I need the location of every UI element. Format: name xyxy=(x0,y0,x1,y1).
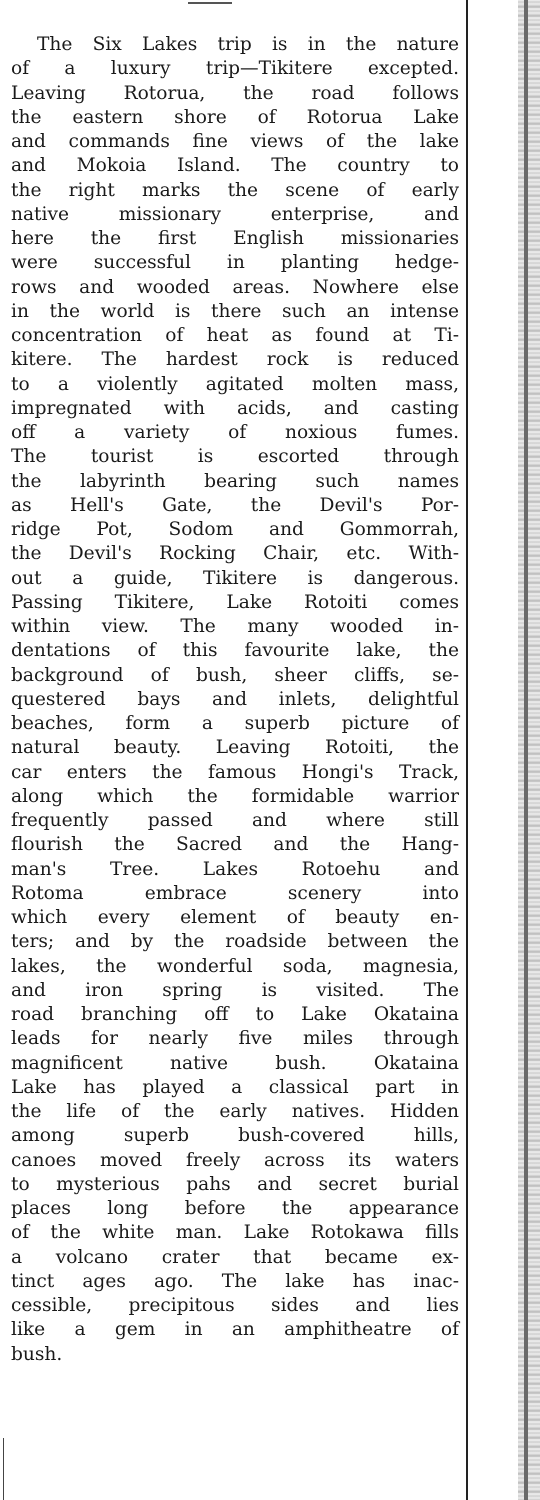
article-line: native missionary enterprise, and xyxy=(11,203,459,225)
article-line: man's Tree. Lakes Rotoehu and xyxy=(11,858,459,880)
article-line: within view. The many wooded in- xyxy=(11,616,459,637)
article-line: among superb bush-covered hills, xyxy=(11,1125,459,1147)
left-margin-rule xyxy=(3,1438,4,1500)
article-line: of a luxury trip—Tikitere excepted. xyxy=(11,58,459,80)
article-line: Lake has played a classical part in xyxy=(11,1076,459,1098)
article-line: the eastern shore of Rotorua Lake xyxy=(11,106,459,128)
article-line: flourish the Sacred and the Hang- xyxy=(11,834,459,856)
article-line: ridge Pot, Sodom and Gommorrah, xyxy=(11,519,459,540)
article-line: Passing Tikitere, Lake Rotoiti comes xyxy=(11,591,459,613)
article-line: car enters the famous Hongi's Track, xyxy=(11,761,459,783)
article-line: were successful in planting hedge- xyxy=(11,252,459,274)
article-line: and commands fine views of the lake xyxy=(11,131,459,152)
article-line: the Devil's Rocking Chair, etc. With- xyxy=(11,543,459,565)
article-line: The tourist is escorted through xyxy=(11,446,459,468)
adjacent-column-edge-dark xyxy=(524,0,528,1500)
article-line: and iron spring is visited. The xyxy=(11,979,459,1001)
article-line: the life of the early natives. Hidden xyxy=(11,1101,459,1122)
article-line: in the world is there such an intense xyxy=(11,300,459,322)
article-line: Rotoma embrace scenery into xyxy=(11,882,459,904)
article-line: leads for nearly five miles through xyxy=(11,1028,459,1050)
article-line: off a variety of noxious fumes. xyxy=(11,422,459,443)
article-line: of the white man. Lake Rotokawa fills xyxy=(11,1222,459,1244)
article-line: rows and wooded areas. Nowhere else xyxy=(11,276,459,298)
article-line: canoes moved freely across its waters xyxy=(11,1149,459,1171)
article-line: here the first English missionaries xyxy=(11,228,459,249)
article-line: Leaving Rotorua, the road follows xyxy=(11,82,459,104)
article-line: dentations of this favourite lake, the xyxy=(11,640,459,662)
column-rule xyxy=(466,0,468,1500)
article-line: out a guide, Tikitere is dangerous. xyxy=(11,567,459,589)
article-line: beaches, form a superb picture of xyxy=(11,713,459,734)
article-line: the labyrinth bearing such names xyxy=(11,470,459,492)
article-line: frequently passed and where still xyxy=(11,810,459,831)
article-line: concentration of heat as found at Ti- xyxy=(11,325,459,346)
article-line: a volcano crater that became ex- xyxy=(11,1246,459,1268)
article-line: as Hell's Gate, the Devil's Por- xyxy=(11,494,459,516)
article-line: road branching off to Lake Okataina xyxy=(11,1004,459,1025)
article-line: impregnated with acids, and casting xyxy=(11,397,459,419)
article-line: kitere. The hardest rock is reduced xyxy=(11,349,459,371)
article-line: magnificent native bush. Okataina xyxy=(11,1052,459,1074)
article-line: places long before the appearance xyxy=(11,1198,459,1219)
article-line: bush. xyxy=(11,1343,63,1365)
top-rule xyxy=(188,2,232,4)
article-line: The Six Lakes trip is in the nature xyxy=(37,34,459,55)
article-line: tinct ages ago. The lake has inac- xyxy=(11,1270,459,1292)
article-line: to a violently agitated molten mass, xyxy=(11,373,459,395)
adjacent-column-edge xyxy=(518,0,540,1500)
article-line: and Mokoia Island. The country to xyxy=(11,155,459,177)
article-line: along which the formidable warrior xyxy=(11,785,459,807)
article-line: cessible, precipitous sides and lies xyxy=(11,1295,459,1316)
article-line: questered bays and inlets, delightful xyxy=(11,688,459,710)
article-paragraph xyxy=(11,33,459,1367)
article-line: to mysterious pahs and secret burial xyxy=(11,1173,459,1195)
article-line: the right marks the scene of early xyxy=(11,179,459,201)
article-line: which every element of beauty en- xyxy=(11,907,459,928)
article-line: like a gem in an amphitheatre of xyxy=(11,1319,459,1341)
article-line: lakes, the wonderful soda, magnesia, xyxy=(11,955,459,977)
article-line: ters; and by the roadside between the xyxy=(11,931,459,953)
article-line: background of bush, sheer cliffs, se- xyxy=(11,664,459,686)
article-line: natural beauty. Leaving Rotoiti, the xyxy=(11,737,459,759)
